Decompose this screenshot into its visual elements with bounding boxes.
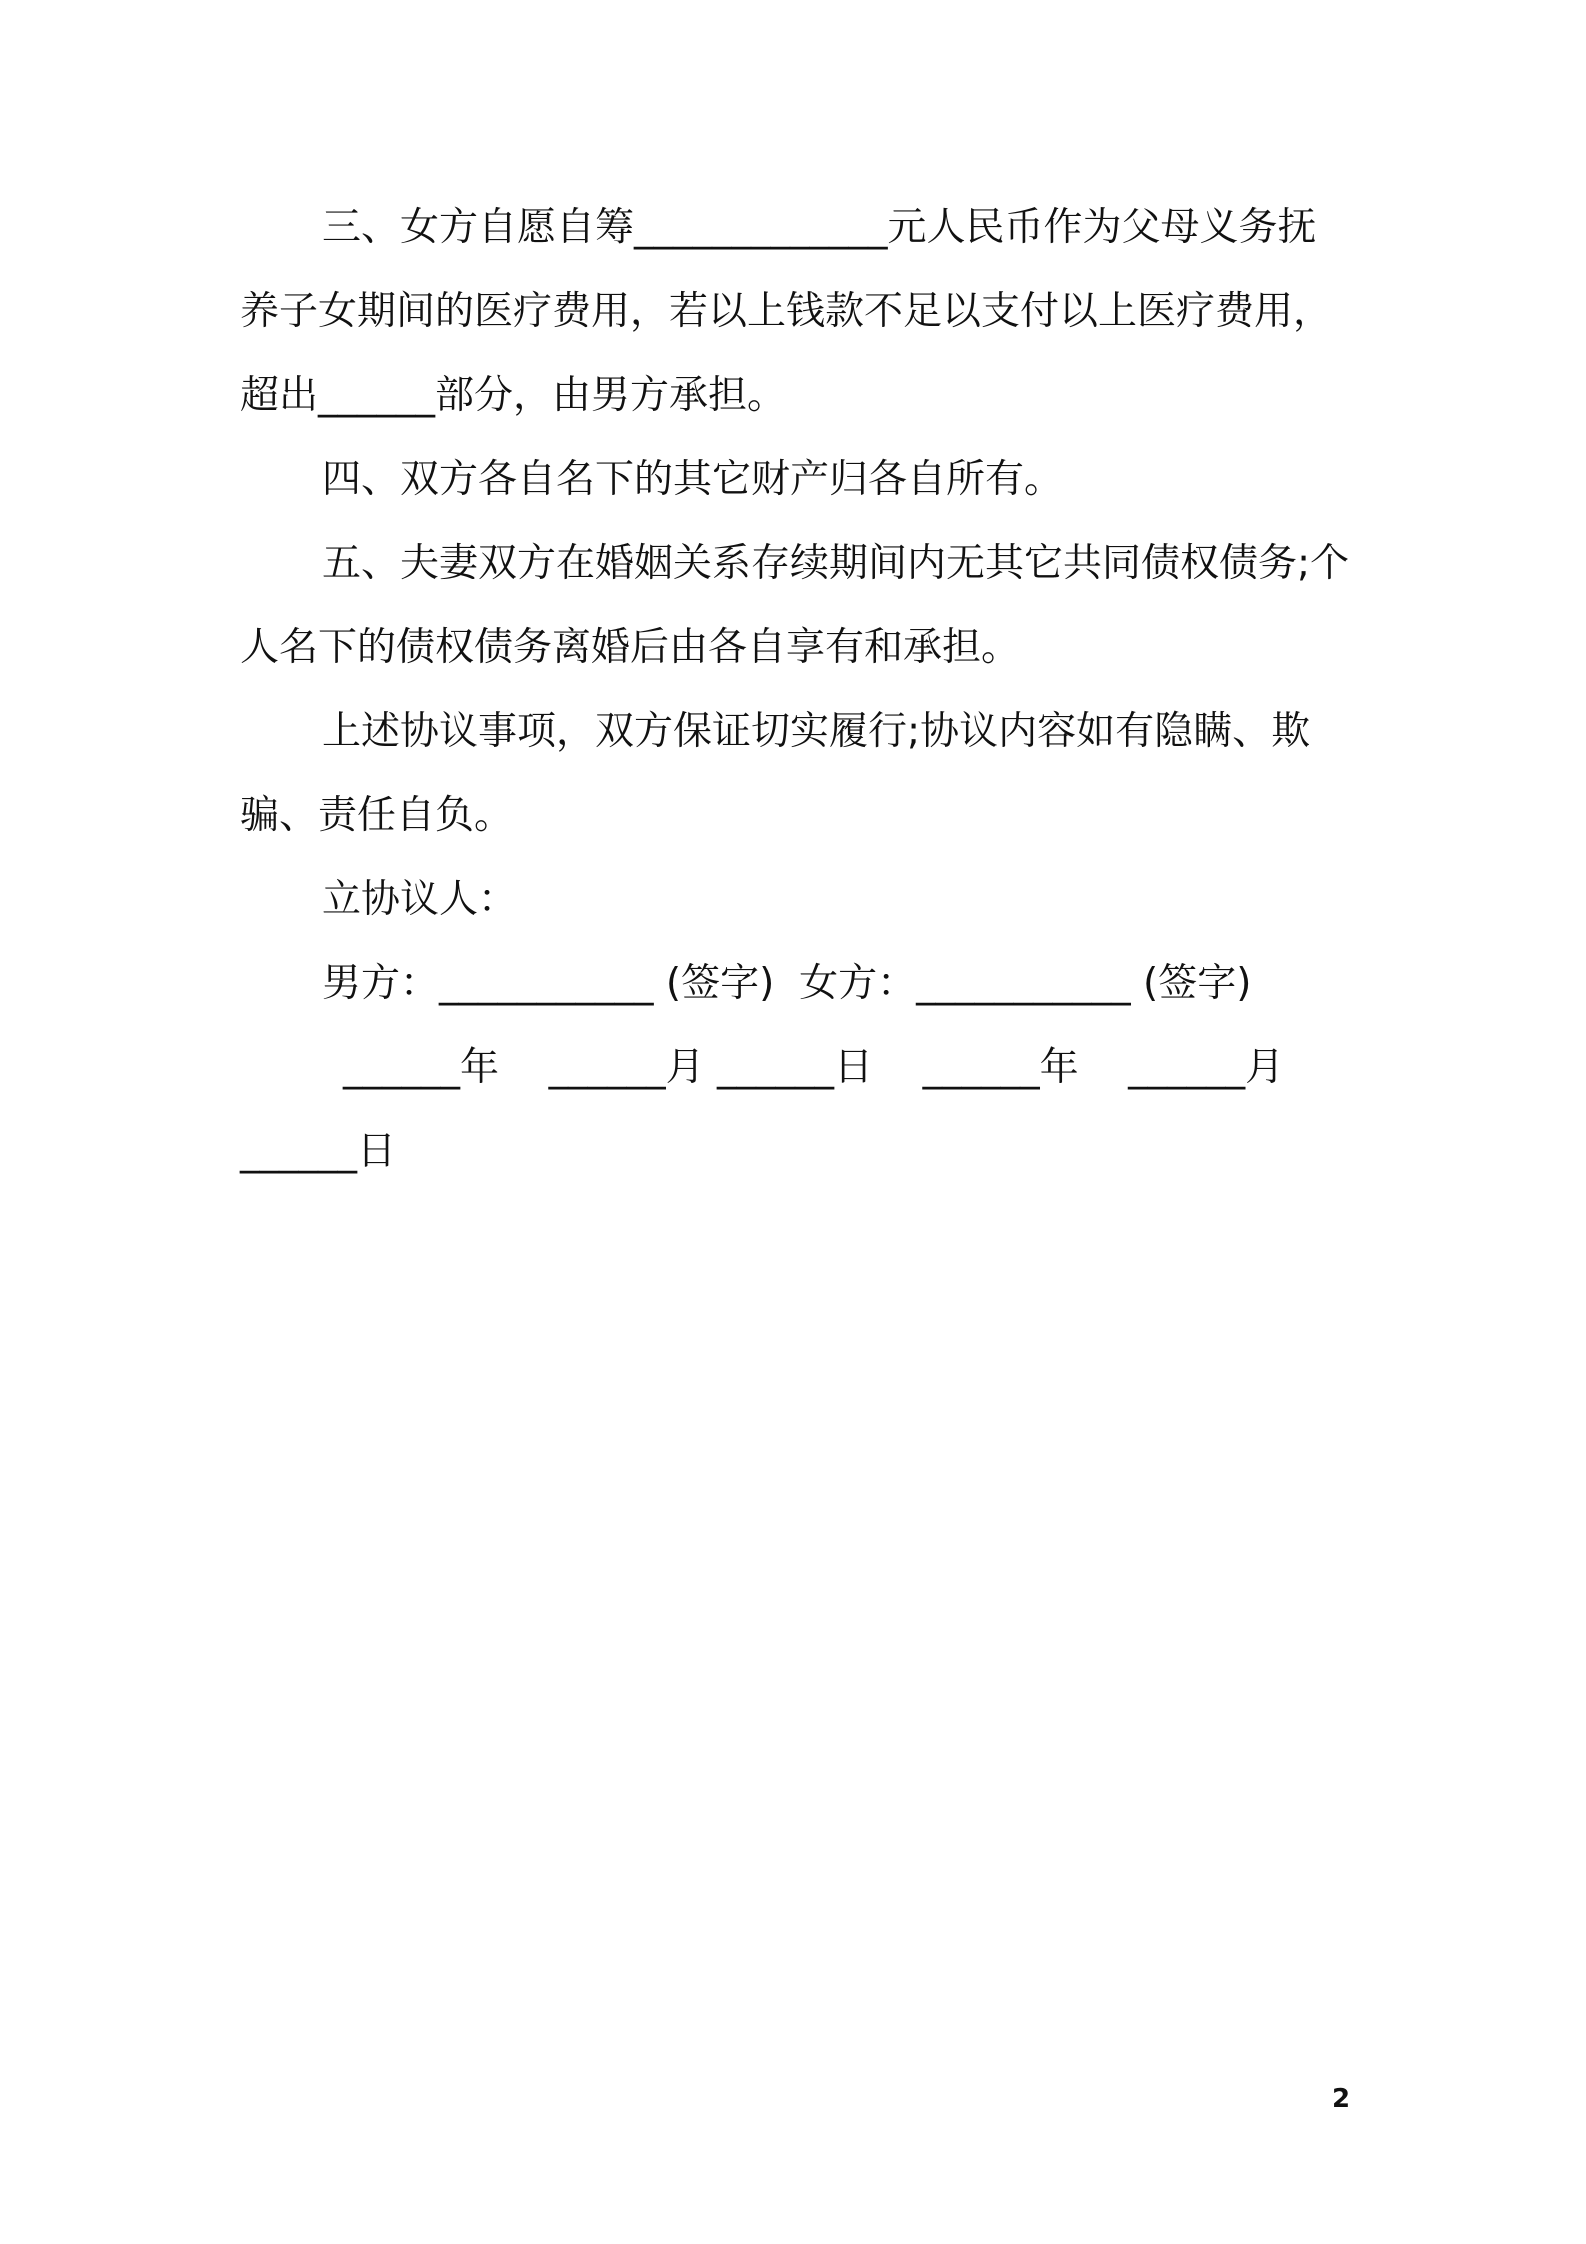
date-line: ______年 ______月 ______日 ______年 ______月 xyxy=(343,1045,1285,1090)
paragraph-medical-expenses: 三、女方自愿自筹_____________元人民币作为父母义务抚养子女期间的医疗费用，若以上钱款不足以支付以上医疗费用，超出______部分，由男方承担。 xyxy=(240,205,1333,418)
signatories-label: 立协议人： xyxy=(322,877,518,922)
date-line-continued: ______日 xyxy=(240,1129,397,1174)
signature-line: 男方：___________ (签字) 女方：___________ (签字) xyxy=(322,961,1252,1006)
paragraph-debts: 五、夫妻双方在婚姻关系存续期间内无其它共同债权债务;个人名下的债权债务离婚后由各自享有和承担。 xyxy=(240,541,1350,670)
paragraph-other-property: 四、双方各自名下的其它财产归各自所有。 xyxy=(322,457,1064,502)
paragraph-agreement-terms: 上述协议事项，双方保证切实履行;协议内容如有隐瞒、欺骗、责任自负。 xyxy=(240,709,1311,838)
page-number: 2 xyxy=(1332,2084,1351,2114)
